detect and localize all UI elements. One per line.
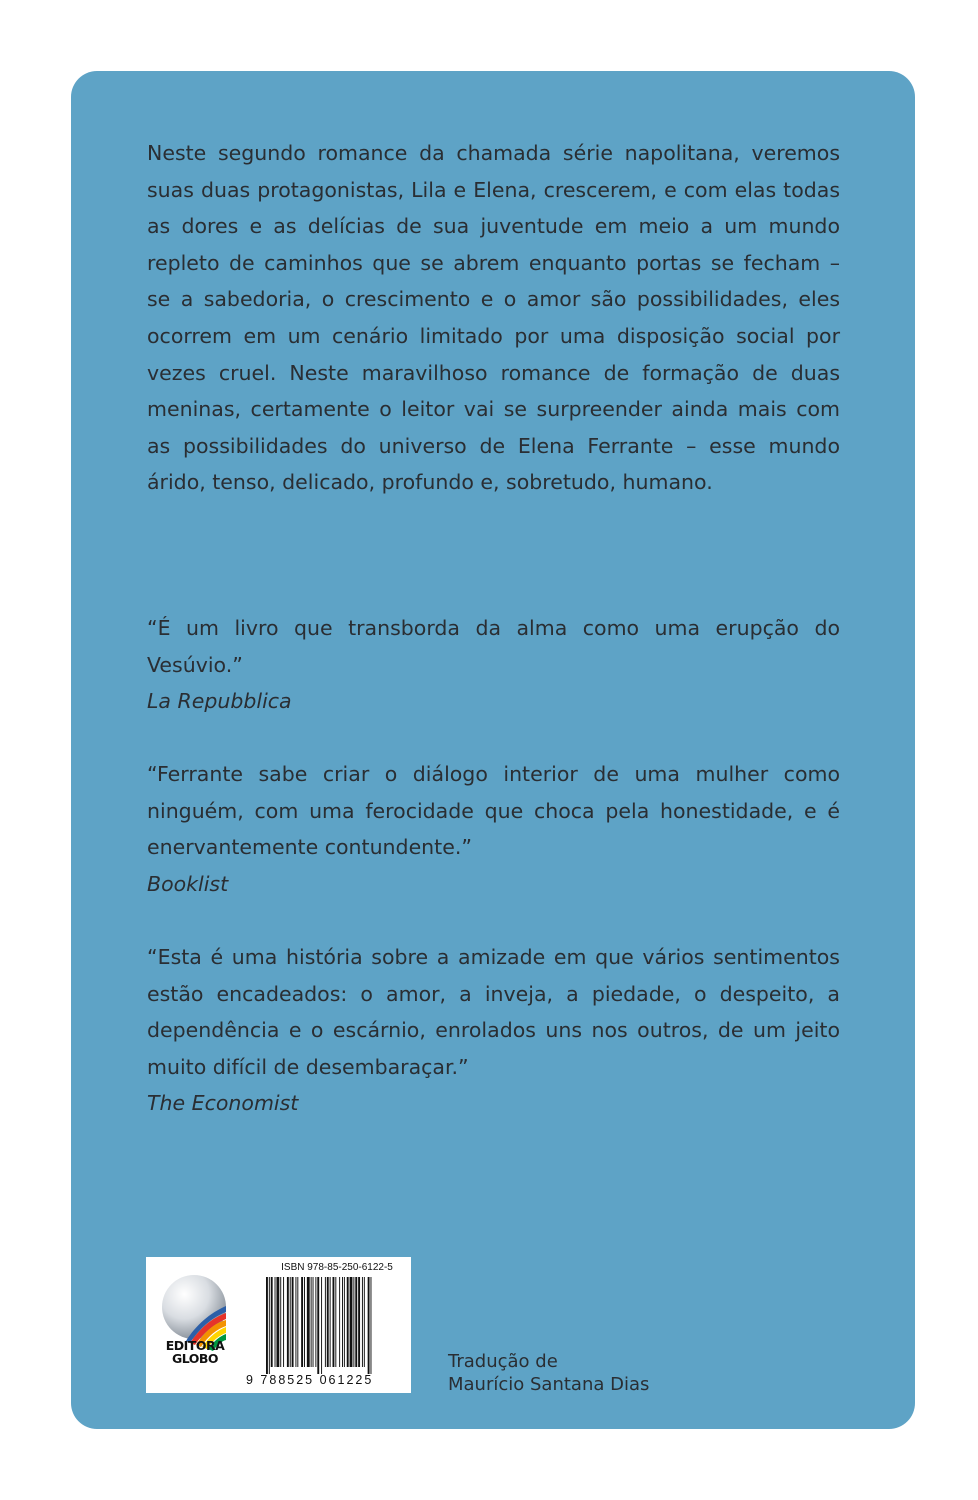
barcode-bar [266,1277,268,1374]
quote-source: La Repubblica [147,689,292,714]
barcode-bar [317,1277,319,1374]
quote-text: “Esta é uma história sobre a amizade em que vários sentimentos estão encadeados: o amor, a inveja, a piedade, o despeito, a dependência e o escárnio, enrolados uns nos outros, de um jeito muito difícil de desembaraçar.” [147,945,840,1079]
barcode-number: 9 788525 061225 [246,1373,374,1387]
quote-block-1 [147,610,840,720]
barcode-bar [353,1277,354,1367]
barcode-bar [358,1277,360,1367]
barcode-bar [276,1277,279,1367]
barcode-bar [280,1277,281,1367]
barcode-bar [327,1277,329,1367]
translation-label: Tradução de [448,1351,558,1372]
barcode-bar [275,1277,276,1367]
quote-block-2 [147,756,840,902]
barcode-bar [304,1277,305,1367]
barcode-bar [344,1277,345,1367]
barcode-bar [315,1277,316,1367]
quote-text: “É um livro que transborda da alma como uma erupção do Vesúvio.” [147,616,840,677]
barcode-bar [342,1277,343,1367]
barcode-bar [333,1277,335,1367]
barcode-bar [271,1277,273,1367]
quote-text: “Ferrante sabe criar o diálogo interior de uma mulher como ninguém, com uma ferocidade que choca pela honestidade, e é enervantemente contundente.” [147,762,840,860]
barcode-bar [307,1277,310,1367]
barcode-label [146,1257,411,1393]
barcode-bar [350,1277,353,1367]
barcode-bar [325,1277,326,1367]
synopsis-text: Neste segundo romance da chamada série napolitana, veremos suas duas protagonistas, Lila e Elena, crescerem, e com elas todas as dores e as delícias de sua juventude em meio a um mundo repleto de caminhos que se abrem enquanto portas se fecham – se a sabedoria, o crescimento e o amor são possibilidades, eles ocorrem em um cenário limitado por uma disposição social por vezes cruel. Neste maravilhoso romance de formação de duas meninas, certamente o leitor vai se surpreender ainda mais com as possibilidades do universo de Elena Ferrante – esse mundo árido, tenso, delicado, profundo e, sobretudo, humano. [147,141,840,495]
barcode-bar [371,1277,372,1374]
logo-line-1: EDITORA [165,1338,225,1353]
barcode-bar [290,1277,291,1367]
barcode-bar [283,1277,284,1367]
barcode-bar [295,1277,296,1367]
barcode-bar [297,1277,298,1367]
barcode-bar [311,1277,312,1367]
barcode-bar [362,1277,363,1367]
publisher-logo-text [160,1339,230,1365]
barcode-bar [301,1277,303,1367]
barcode-bar [287,1277,289,1367]
barcode-bar [364,1277,365,1367]
barcode-bar [339,1277,340,1367]
back-cover [71,71,915,1429]
quote-block-3 [147,939,840,1122]
barcode-bar [368,1277,370,1374]
quote-source: The Economist [147,1091,299,1116]
translator-name: Maurício Santana Dias [448,1374,650,1395]
translation-credit [448,1350,649,1396]
barcode-bar [355,1277,357,1367]
barcode-bar [269,1277,270,1374]
quote-source: Booklist [147,871,229,896]
barcode-bar [330,1277,331,1367]
barcode-bar [313,1277,314,1367]
barcode-bar [347,1277,349,1367]
barcode-bar [292,1277,294,1367]
logo-line-2: GLOBO [171,1351,219,1366]
barcode-bar [335,1277,336,1367]
barcode [266,1277,406,1374]
barcode-bar [321,1277,322,1374]
isbn-label: ISBN 978-85-250-6122-5 [281,1262,393,1273]
